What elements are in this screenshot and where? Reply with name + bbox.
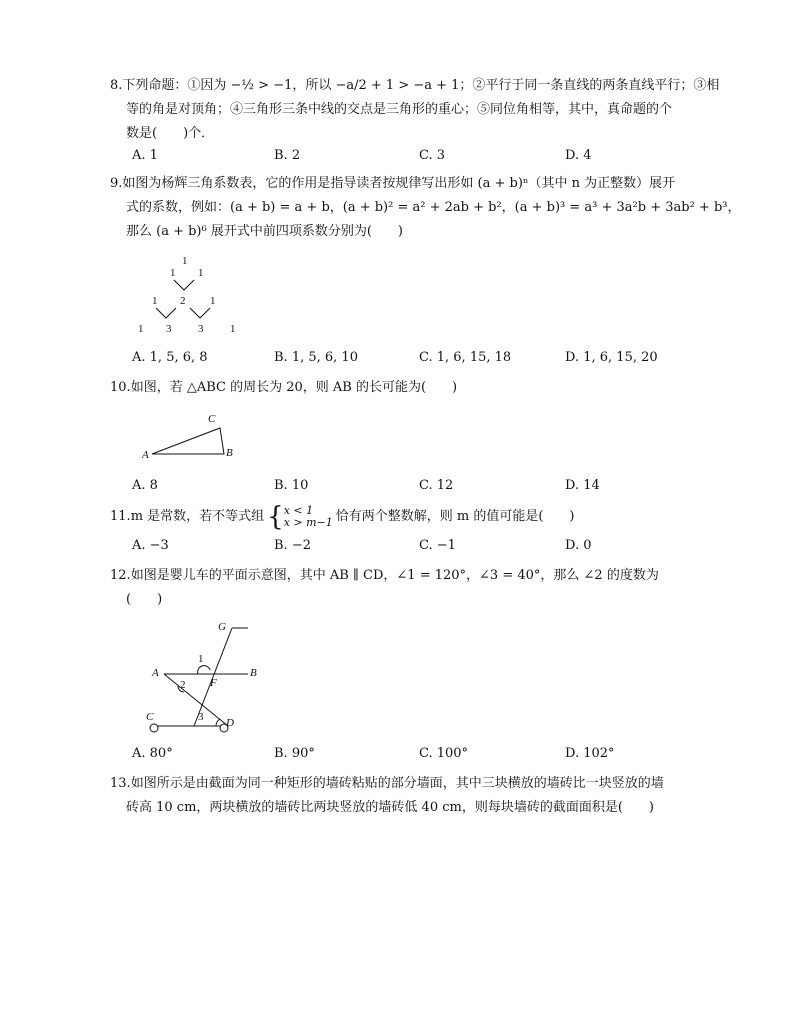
q10-option-a[interactable]: A. 8 <box>132 478 158 493</box>
q11-text-before: m 是常数，若不等式组 <box>130 509 265 524</box>
q11-option-a[interactable]: A. −3 <box>132 538 169 553</box>
triangle-number: 1 <box>210 295 216 307</box>
triangle-number: 1 <box>182 255 188 267</box>
inequality-system <box>267 504 333 530</box>
yang-hui-triangle-figure <box>130 252 250 336</box>
q9-line-3: 那么 (a + b)⁶ 展开式中前四项系数分别为( ) <box>126 224 403 239</box>
point-label-d: D <box>226 717 234 729</box>
q12-option-c[interactable]: C. 100° <box>419 746 469 761</box>
triangle-number: 1 <box>198 267 204 279</box>
q10-option-d[interactable]: D. 14 <box>565 478 600 493</box>
q12-option-b[interactable]: B. 90° <box>274 746 315 761</box>
q11-option-b[interactable]: B. −2 <box>274 538 311 553</box>
triangle-connector <box>174 280 194 290</box>
stroller-figure <box>140 616 270 736</box>
question-10 <box>110 376 710 400</box>
triangle-number: 1 <box>170 267 176 279</box>
point-label-g: G <box>218 621 226 633</box>
question-8 <box>110 74 720 146</box>
q12-line-1: 如图是婴儿车的平面示意图，其中 AB ∥ CD，∠1 = 120°，∠3 = 40°，那么 ∠2 的度数为 <box>130 568 659 583</box>
angle-label-1: 1 <box>198 653 204 665</box>
angle-label-2: 2 <box>180 679 186 691</box>
inequality-line-2: x > m−1 <box>283 516 333 529</box>
q13-number: 13. <box>110 776 131 791</box>
q13-line-2: 砖高 10 cm，两块横放的墙砖比两块竖放的墙砖低 40 cm，则每块墙砖的截面面积是( ) <box>126 800 654 815</box>
triangle-number: 2 <box>180 295 186 307</box>
q9-option-a[interactable]: A. 1, 5, 6, 8 <box>132 350 208 365</box>
q9-option-b[interactable]: B. 1, 5, 6, 10 <box>274 350 358 365</box>
q10-options <box>132 478 712 498</box>
q11-text-after: 恰有两个整数解，则 m 的值可能是( ) <box>335 509 575 524</box>
q12-options <box>132 746 712 766</box>
q10-option-b[interactable]: B. 10 <box>274 478 309 493</box>
inequality-line-1: x < 1 <box>283 504 314 517</box>
point-label-a: A <box>152 667 159 679</box>
q11-option-d[interactable]: D. 0 <box>565 538 592 553</box>
question-9 <box>110 172 741 244</box>
question-12 <box>110 564 710 612</box>
point-label-c: C <box>208 413 216 425</box>
q10-number: 10. <box>110 380 131 395</box>
q11-option-c[interactable]: C. −1 <box>419 538 456 553</box>
q10-option-c[interactable]: C. 12 <box>419 478 454 493</box>
q8-line-2: 等的角是对顶角；④三角形三条中线的交点是三角形的重心；⑤同位角相等，其中，真命题的个 <box>126 102 673 117</box>
question-13 <box>110 772 710 820</box>
question-11 <box>110 504 710 530</box>
point-label-b: B <box>226 447 233 459</box>
q9-option-d[interactable]: D. 1, 6, 15, 20 <box>565 350 658 365</box>
line-ad <box>164 674 228 726</box>
q12-line-2: ( ) <box>126 592 163 607</box>
point-label-f: F <box>210 677 217 689</box>
triangle-number: 1 <box>152 295 158 307</box>
triangle-abc <box>152 428 224 454</box>
q9-options <box>132 350 712 370</box>
q11-number: 11. <box>110 509 131 524</box>
triangle-number: 3 <box>198 323 204 335</box>
triangle-number: 1 <box>230 323 236 335</box>
brace-icon: { <box>267 502 284 532</box>
q9-option-c[interactable]: C. 1, 6, 15, 18 <box>419 350 512 365</box>
triangle-abc-figure <box>140 410 250 464</box>
q8-option-a[interactable]: A. 1 <box>132 148 158 163</box>
q8-line-3: 数是( )个． <box>126 126 215 141</box>
point-label-c: C <box>146 711 154 723</box>
q12-option-a[interactable]: A. 80° <box>132 746 173 761</box>
triangle-connector <box>156 308 176 318</box>
point-label-b: B <box>250 667 257 679</box>
q8-line-1: 下列命题：①因为 −½ > −1，所以 −a/2 + 1 > −a + 1；②平行于同一条直线的两条直线平行；③相 <box>122 78 720 93</box>
q11-options <box>132 538 712 558</box>
q13-line-1: 如图所示是由截面为同一种矩形的墙砖粘贴的部分墙面，其中三块横放的墙砖比一块竖放的墙 <box>130 776 664 791</box>
q8-option-c[interactable]: C. 3 <box>419 148 446 163</box>
q12-number: 12. <box>110 568 131 583</box>
q9-line-1: 如图为杨辉三角系数表，它的作用是指导读者按规律写出形如 (a + b)ⁿ（其中 n 为正整数）展开 <box>122 176 676 191</box>
triangle-connector <box>190 308 210 318</box>
angle-3-arc <box>216 719 220 726</box>
q9-number: 9. <box>110 176 123 191</box>
triangle-number: 3 <box>166 323 172 335</box>
point-label-a: A <box>142 449 149 461</box>
q8-option-b[interactable]: B. 2 <box>274 148 301 163</box>
q8-number: 8. <box>110 78 123 93</box>
q9-line-2: 式的系数，例如：(a + b) = a + b，(a + b)² = a² + 2ab + b²，(a + b)³ = a³ + 3a²b + 3ab² + b³， <box>126 200 741 215</box>
wheel-c-icon <box>150 724 158 732</box>
angle-1-arc <box>198 666 210 674</box>
angle-label-3: 3 <box>198 711 204 723</box>
q12-option-d[interactable]: D. 102° <box>565 746 615 761</box>
q10-line-1: 如图，若 △ABC 的周长为 20，则 AB 的长可能为( ) <box>130 380 458 395</box>
q8-options <box>132 148 712 168</box>
triangle-number: 1 <box>138 323 144 335</box>
q8-option-d[interactable]: D. 4 <box>565 148 592 163</box>
